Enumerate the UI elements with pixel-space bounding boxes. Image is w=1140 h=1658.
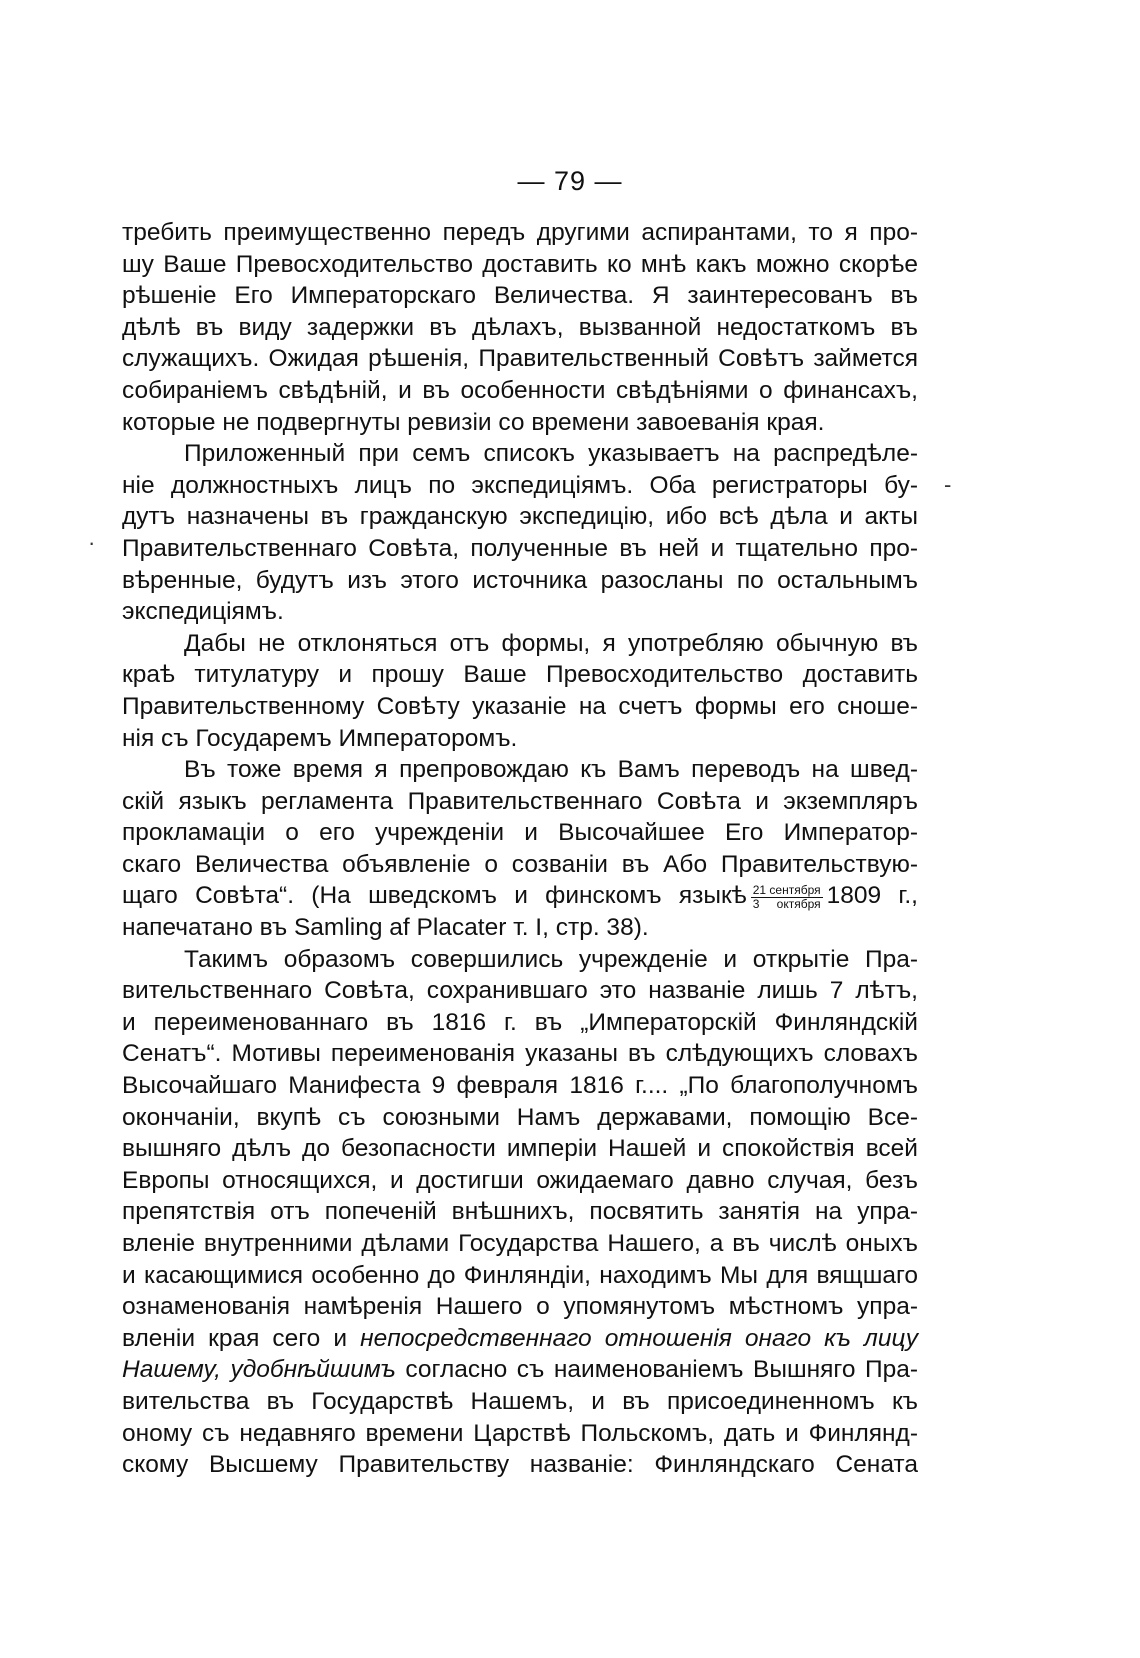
text-line-with-fraction	[122, 880, 918, 912]
text-line: Правительственному Совѣту указаніе на счетъ формы его сноше-	[122, 692, 918, 720]
line-text: 1809 г.,	[826, 882, 918, 910]
scan-speck-mark: ·	[88, 530, 96, 555]
text-line: требить преимущественно передъ другими аспирантами, то я про-	[122, 219, 918, 246]
text-line: дутъ назначены въ гражданскую экспедицію, ибо всѣ дѣла и акты	[122, 503, 918, 531]
line-text: щаго Совѣта“. (На шведскомъ и финскомъ языкѣ	[122, 882, 747, 910]
text-line: шу Ваше Превосходительство доставить ко мнѣ какъ можно скорѣе	[122, 250, 918, 278]
fraction-numerator: 21 сентября	[752, 882, 821, 897]
line-text: вленіи края сего и	[122, 1324, 348, 1352]
italic-text: Нашему, удобнѣйшимъ	[122, 1356, 396, 1384]
body-text	[122, 217, 918, 1481]
text-line: напечатано въ Samling af Placater т. I, стр. 38).	[122, 914, 649, 942]
text-line: собираніемъ свѣдѣній, и въ особенности свѣдѣніями о финансахъ,	[122, 376, 918, 404]
text-line: Приложенный при семъ списокъ указываетъ на распредѣле-	[184, 440, 918, 468]
text-line: скому Высшему Правительству названіе: Финляндскаго Сената	[122, 1451, 918, 1479]
text-line: Въ тоже время я препровождаю къ Вамъ переводъ на швед-	[184, 756, 918, 784]
text-line: краѣ титулатуру и прошу Ваше Превосходительство доставить	[122, 661, 918, 689]
text-line: прокламаціи о его учрежденіи и Высочайшее Его Император-	[122, 819, 918, 847]
text-line: и касающимися особенно до Финляндіи, находимъ Мы для вящшаго	[122, 1261, 918, 1289]
text-line: вышняго дѣлъ до безопасности имперіи Нашей и спокойствія всей	[122, 1135, 918, 1163]
text-line: ознаменованія намѣренія Нашего о упомянутомъ мѣстномъ упра-	[122, 1293, 918, 1321]
text-line: экспедиціямъ.	[122, 598, 284, 626]
text-line: скаго Величества объявленіе о созваніи въ Або Правительствую-	[122, 850, 918, 878]
text-line: Сенатъ“. Мотивы переименованія указаны въ слѣдующихъ словахъ	[122, 1040, 918, 1068]
text-line: которые не подвергнуты ревизіи со времени завоеванія края.	[122, 408, 825, 436]
text-line: и переименованнаго въ 1816 г. въ „Императорскій Финляндскій	[122, 1008, 918, 1036]
date-fraction	[751, 884, 823, 911]
fraction-denominator: 3 октября	[752, 896, 821, 911]
text-line: скій языкъ регламента Правительственнаго Совѣта и экземпляръ	[122, 787, 918, 815]
text-line: окончаніи, вкупѣ съ союзными Намъ державами, помощію Все-	[122, 1103, 918, 1131]
text-line: вѣренные, будутъ изъ этого источника разосланы по остальнымъ	[122, 566, 918, 594]
text-line: вительственнаго Совѣта, сохранившаго это названіе лишь 7 лѣтъ,	[122, 977, 918, 1005]
text-line: Дабы не отклоняться отъ формы, я употребляю обычную въ	[184, 629, 918, 657]
text-line: нія съ Государемъ Императоромъ.	[122, 724, 518, 752]
text-line: Европы относящихся, и достигши ожидаемаго давно случая, безъ	[122, 1166, 918, 1194]
text-line: Высочайшаго Манифеста 9 февраля 1816 г.... „По благополучномъ	[122, 1072, 918, 1100]
text-line: дѣлѣ въ виду задержки въ дѣлахъ, вызванной недостаткомъ въ	[122, 313, 918, 341]
text-line: ніе должностныхъ лицъ по экспедиціямъ. Оба регистраторы бу-	[122, 471, 918, 499]
text-line: оному съ недавняго времени Царствѣ Польскомъ, дать и Финлянд-	[122, 1419, 918, 1447]
text-line: Правительственнаго Совѣта, полученные въ ней и тщательно про-	[122, 534, 918, 562]
text-line-with-italic	[122, 1354, 918, 1386]
line-text: согласно съ наименованіемъ Вышняго Пра-	[405, 1356, 918, 1384]
text-line: служащихъ. Ожидая рѣшенія, Правительственный Совѣтъ займется	[122, 345, 918, 373]
italic-text: непосредственнаго отношенія онаго къ лицу	[360, 1324, 918, 1352]
scan-speck-mark: -	[944, 472, 952, 497]
text-line: вительства въ Государствѣ Нашемъ, и въ присоединенномъ къ	[122, 1387, 918, 1415]
text-line: вленіе внутренними дѣлами Государства Нашего, а въ числѣ оныхъ	[122, 1230, 918, 1257]
page-number: — 79 —	[517, 166, 623, 196]
text-line-with-italic	[122, 1323, 918, 1355]
text-line: рѣшеніе Его Императорскаго Величества. Я заинтересованъ въ	[122, 282, 918, 310]
text-line: Такимъ образомъ совершились учрежденіе и открытіе Пра-	[184, 945, 918, 973]
text-line: препятствія отъ попеченій внѣшнихъ, посвятить занятія на упра-	[122, 1198, 918, 1226]
